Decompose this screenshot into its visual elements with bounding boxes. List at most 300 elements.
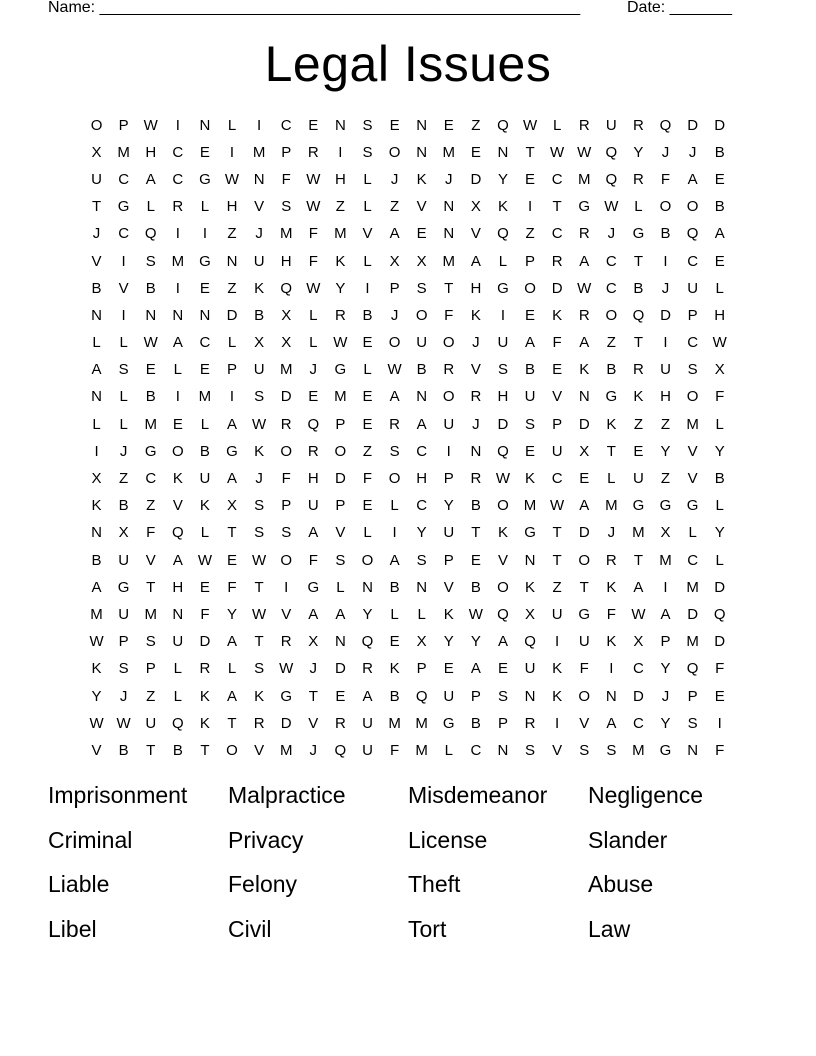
grid-letter: S — [335, 551, 346, 569]
grid-letter: I — [500, 306, 506, 324]
grid-letter: N — [145, 306, 157, 324]
grid-letter: I — [609, 660, 614, 678]
grid-letter: B — [91, 551, 102, 569]
grid-letter: R — [578, 225, 590, 243]
grid-letter: E — [199, 361, 210, 379]
grid-letter: M — [415, 714, 428, 732]
grid-letter: C — [416, 442, 428, 460]
grid-letter: R — [307, 442, 319, 460]
grid-letter: F — [606, 605, 616, 623]
grid-letter: R — [362, 660, 373, 678]
grid-letter: O — [578, 551, 591, 569]
grid-letter: L — [417, 605, 426, 623]
grid-letter: N — [416, 388, 428, 406]
grid-letter: A — [633, 578, 644, 596]
grid-letter: H — [280, 252, 292, 270]
grid-letter: I — [121, 306, 126, 324]
grid-letter: V — [552, 388, 563, 406]
grid-letter: W — [522, 116, 538, 134]
grid-row — [83, 411, 733, 438]
grid-letter: T — [91, 198, 102, 216]
grid-letter: C — [199, 334, 211, 352]
grid-letter: J — [119, 442, 128, 460]
grid-row — [83, 302, 733, 329]
grid-letter: I — [202, 225, 207, 243]
grid-letter: V — [118, 279, 129, 297]
grid-letter: T — [146, 741, 156, 759]
grid-letter: Q — [686, 225, 699, 243]
word-bank-item: Law — [588, 915, 631, 942]
grid-letter: A — [579, 334, 590, 352]
grid-letter: L — [173, 687, 182, 705]
grid-letter: X — [91, 143, 102, 161]
grid-letter: Z — [660, 470, 671, 488]
grid-letter: X — [714, 361, 725, 379]
grid-letter: E — [362, 497, 373, 515]
grid-letter: X — [308, 633, 319, 651]
grid-letter: F — [281, 170, 291, 188]
grid-letter: D — [334, 470, 346, 488]
grid-letter: K — [606, 578, 617, 596]
grid-letter: F — [715, 741, 725, 759]
grid-letter: K — [497, 198, 508, 216]
grid-letter: G — [117, 198, 130, 216]
grid-letter: I — [175, 388, 180, 406]
grid-letter: H — [416, 470, 428, 488]
grid-letter: K — [199, 714, 210, 732]
grid-letter: M — [632, 741, 645, 759]
grid-row — [83, 438, 733, 465]
grid-letter: S — [497, 687, 508, 705]
grid-letter: L — [715, 415, 724, 433]
word-bank-item: Malpractice — [228, 782, 346, 808]
grid-letter: A — [525, 334, 536, 352]
grid-row — [83, 221, 733, 248]
grid-letter: B — [145, 388, 156, 406]
grid-letter: N — [416, 578, 428, 596]
grid-row — [83, 275, 733, 302]
grid-letter: F — [308, 252, 318, 270]
grid-letter: Q — [497, 442, 509, 460]
grid-letter: H — [226, 198, 238, 216]
grid-letter: M — [252, 143, 266, 161]
grid-row — [83, 574, 733, 601]
grid-letter: E — [227, 551, 238, 569]
grid-letter: G — [280, 687, 293, 705]
grid-letter: G — [226, 442, 238, 460]
grid-letter: A — [579, 252, 590, 270]
grid-row — [83, 601, 733, 628]
grid-letter: Q — [632, 306, 645, 324]
grid-letter: M — [577, 170, 591, 188]
grid-letter: O — [686, 198, 699, 216]
grid-letter: L — [119, 415, 128, 433]
word-bank-item: Felony — [228, 871, 298, 897]
grid-letter: W — [143, 116, 158, 134]
grid-letter: D — [714, 116, 726, 134]
grid-letter: A — [335, 605, 346, 623]
grid-letter: H — [497, 388, 509, 406]
grid-letter: K — [254, 442, 265, 460]
grid-letter: G — [199, 252, 211, 270]
grid-letter: H — [172, 578, 184, 596]
grid-letter: U — [551, 442, 563, 460]
grid-letter: D — [578, 415, 590, 433]
grid-letter: T — [579, 578, 589, 596]
grid-letter: V — [172, 497, 183, 515]
grid-letter: F — [715, 388, 725, 406]
grid-letter: H — [470, 279, 482, 297]
grid-letter: E — [443, 660, 454, 678]
grid-letter: R — [307, 143, 319, 161]
grid-letter: L — [715, 497, 724, 515]
grid-letter: Z — [633, 415, 643, 433]
grid-letter: M — [388, 714, 401, 732]
grid-letter: C — [605, 252, 617, 270]
grid-letter: M — [117, 143, 130, 161]
grid-letter: V — [254, 198, 265, 216]
word-bank-item: Tort — [408, 915, 447, 942]
grid-letter: D — [714, 633, 726, 651]
grid-letter: E — [308, 388, 319, 406]
grid-letter: P — [416, 660, 427, 678]
grid-letter: X — [416, 633, 427, 651]
grid-letter: W — [143, 334, 158, 352]
grid-letter: S — [525, 415, 536, 433]
grid-letter: O — [497, 578, 509, 596]
grid-letter: E — [199, 143, 210, 161]
grid-letter: L — [173, 660, 182, 678]
grid-letter: C — [605, 279, 617, 297]
grid-letter: S — [281, 198, 292, 216]
grid-letter: I — [527, 198, 533, 216]
grid-letter: N — [687, 741, 699, 759]
grid-letter: L — [715, 551, 724, 569]
letter-grid — [83, 112, 733, 765]
grid-letter: A — [389, 225, 400, 243]
word-bank-item: Slander — [588, 826, 668, 853]
grid-letter: J — [309, 741, 318, 759]
grid-letter: E — [579, 470, 590, 488]
grid-letter: M — [686, 633, 699, 651]
grid-letter: L — [607, 470, 616, 488]
grid-letter: E — [416, 225, 427, 243]
grid-letter: E — [714, 687, 725, 705]
grid-letter: P — [281, 497, 292, 515]
word-bank-item: Privacy — [228, 826, 304, 853]
grid-letter: P — [118, 116, 129, 134]
grid-letter: F — [281, 470, 291, 488]
grid-letter: Q — [280, 279, 293, 297]
grid-letter: E — [199, 279, 210, 297]
grid-letter: O — [388, 143, 401, 161]
grid-letter: F — [227, 578, 237, 596]
grid-letter: B — [714, 198, 725, 216]
grid-letter: Y — [443, 497, 454, 515]
grid-letter: R — [334, 714, 346, 732]
grid-letter: X — [281, 334, 292, 352]
grid-letter: M — [279, 741, 293, 759]
grid-letter: R — [280, 633, 292, 651]
grid-letter: K — [552, 687, 563, 705]
grid-letter: N — [253, 170, 265, 188]
grid-letter: U — [443, 524, 455, 542]
grid-letter: U — [307, 497, 319, 515]
grid-letter: C — [145, 470, 157, 488]
grid-letter: V — [416, 198, 427, 216]
grid-letter: O — [415, 306, 428, 324]
grid-letter: R — [633, 170, 644, 188]
grid-letter: D — [226, 306, 238, 324]
grid-letter: B — [633, 279, 644, 297]
grid-letter: O — [226, 741, 238, 759]
grid-letter: R — [633, 116, 644, 134]
grid-letter: K — [633, 388, 644, 406]
grid-letter: N — [226, 252, 238, 270]
grid-letter: H — [334, 170, 346, 188]
grid-letter: I — [663, 252, 668, 270]
grid-letter: T — [227, 524, 237, 542]
grid-letter: L — [715, 279, 724, 297]
grid-row — [83, 629, 733, 656]
grid-letter: A — [227, 633, 238, 651]
grid-letter: H — [145, 143, 157, 161]
grid-letter: R — [605, 551, 617, 569]
grid-letter: Q — [713, 605, 726, 623]
grid-letter: A — [91, 578, 102, 596]
grid-letter: Z — [335, 198, 345, 216]
grid-letter: S — [254, 388, 265, 406]
grid-letter: Q — [171, 714, 184, 732]
grid-letter: W — [577, 279, 592, 297]
grid-letter: T — [633, 252, 643, 270]
grid-letter: Y — [362, 605, 373, 623]
grid-letter: M — [144, 415, 157, 433]
grid-letter: N — [578, 388, 590, 406]
grid-letter: U — [91, 170, 102, 188]
grid-letter: H — [660, 388, 671, 406]
grid-letter: P — [281, 143, 292, 161]
grid-letter: G — [442, 714, 455, 732]
grid-letter: P — [497, 714, 508, 732]
grid-letter: S — [687, 714, 698, 732]
grid-letter: T — [552, 524, 562, 542]
grid-letter: L — [309, 306, 318, 324]
grid-letter: W — [252, 415, 267, 433]
grid-letter: P — [470, 687, 481, 705]
grid-letter: Q — [361, 633, 374, 651]
grid-letter: D — [199, 633, 211, 651]
grid-letter: F — [200, 605, 210, 623]
grid-letter: F — [308, 551, 318, 569]
grid-letter: W — [577, 143, 592, 161]
grid-letter: Q — [144, 225, 157, 243]
grid-letter: L — [173, 361, 182, 379]
grid-letter: I — [446, 442, 451, 460]
grid-row — [83, 656, 733, 683]
grid-letter: Q — [605, 170, 618, 188]
grid-letter: E — [335, 687, 346, 705]
grid-letter: S — [254, 660, 265, 678]
grid-letter: C — [633, 660, 644, 678]
grid-letter: K — [525, 470, 536, 488]
grid-letter: A — [714, 225, 725, 243]
grid-letter: L — [146, 198, 155, 216]
grid-letter: N — [497, 741, 509, 759]
grid-letter: S — [525, 741, 536, 759]
grid-letter: N — [91, 306, 102, 324]
grid-letter: R — [253, 714, 265, 732]
grid-letter: Q — [334, 741, 347, 759]
grid-letter: L — [363, 198, 372, 216]
grid-letter: E — [308, 116, 319, 134]
grid-letter: U — [118, 605, 130, 623]
grid-letter: C — [118, 170, 130, 188]
grid-letter: I — [663, 578, 668, 596]
grid-letter: V — [497, 551, 508, 569]
grid-letter: R — [470, 388, 482, 406]
grid-letter: I — [284, 578, 289, 596]
grid-letter: B — [714, 143, 725, 161]
grid-letter: E — [362, 334, 373, 352]
grid-letter: J — [92, 225, 101, 243]
word-bank-item: Negligence — [588, 782, 704, 808]
grid-letter: C — [470, 741, 482, 759]
grid-letter: G — [497, 279, 509, 297]
grid-letter: K — [606, 633, 617, 651]
grid-letter: P — [145, 660, 156, 678]
grid-letter: R — [199, 660, 211, 678]
grid-letter: F — [444, 306, 454, 324]
grid-letter: O — [280, 442, 293, 460]
grid-letter: D — [280, 388, 292, 406]
grid-letter: P — [227, 361, 238, 379]
grid-letter: L — [390, 605, 399, 623]
grid-letter: J — [255, 225, 263, 243]
grid-letter: T — [471, 524, 481, 542]
grid-letter: L — [119, 388, 128, 406]
grid-letter: B — [660, 225, 671, 243]
grid-letter: T — [227, 714, 237, 732]
grid-letter: U — [253, 361, 265, 379]
grid-letter: A — [227, 470, 238, 488]
grid-letter: Z — [552, 578, 562, 596]
grid-letter: C — [551, 170, 563, 188]
grid-letter: I — [175, 279, 180, 297]
grid-letter: B — [254, 306, 265, 324]
grid-letter: N — [199, 116, 211, 134]
grid-letter: R — [443, 361, 455, 379]
grid-letter: W — [116, 714, 131, 732]
grid-letter: K — [389, 660, 400, 678]
grid-letter: C — [280, 116, 292, 134]
grid-letter: V — [687, 442, 698, 460]
grid-letter: U — [443, 687, 455, 705]
grid-letter: X — [227, 497, 238, 515]
grid-letter: A — [308, 524, 319, 542]
grid-letter: D — [470, 170, 482, 188]
grid-letter: W — [306, 170, 321, 188]
grid-letter: G — [659, 497, 672, 515]
grid-letter: H — [714, 306, 726, 324]
grid-letter: O — [388, 470, 401, 488]
grid-letter: A — [389, 551, 400, 569]
grid-letter: I — [663, 334, 668, 352]
grid-letter: A — [227, 415, 238, 433]
grid-letter: V — [91, 252, 102, 270]
grid-letter: L — [498, 252, 508, 270]
grid-letter: U — [145, 714, 157, 732]
grid-letter: R — [524, 714, 536, 732]
grid-letter: P — [687, 687, 698, 705]
grid-letter: M — [632, 524, 645, 542]
grid-letter: V — [281, 605, 292, 623]
grid-letter: W — [712, 334, 727, 352]
grid-letter: M — [659, 551, 672, 569]
grid-letter: T — [308, 687, 318, 705]
grid-letter: Q — [497, 116, 509, 134]
grid-letter: P — [660, 633, 671, 651]
grid-letter: C — [551, 470, 563, 488]
grid-letter: S — [497, 361, 508, 379]
grid-letter: Q — [524, 633, 536, 651]
grid-letter: N — [497, 143, 509, 161]
grid-letter: U — [416, 334, 428, 352]
grid-letter: B — [470, 714, 481, 732]
grid-letter: V — [687, 470, 698, 488]
grid-letter: B — [714, 470, 725, 488]
grid-letter: Q — [497, 225, 509, 243]
grid-letter: D — [687, 116, 699, 134]
grid-letter: G — [144, 442, 157, 460]
grid-letter: Q — [605, 143, 618, 161]
grid-letter: W — [89, 714, 104, 732]
grid-letter: L — [390, 497, 399, 515]
grid-letter: M — [523, 497, 537, 515]
grid-letter: S — [145, 633, 156, 651]
grid-letter: G — [578, 198, 591, 216]
grid-letter: P — [118, 633, 129, 651]
word-bank — [48, 780, 768, 944]
grid-letter: Q — [307, 415, 320, 433]
grid-letter: L — [119, 334, 128, 352]
grid-row — [83, 493, 733, 520]
grid-letter: P — [443, 551, 454, 569]
grid-letter: W — [631, 605, 646, 623]
grid-letter: M — [90, 605, 103, 623]
grid-letter: W — [224, 170, 240, 188]
grid-letter: M — [198, 388, 212, 406]
grid-letter: Y — [335, 279, 346, 297]
grid-row — [83, 520, 733, 547]
grid-letter: G — [605, 388, 618, 406]
grid-letter: U — [605, 116, 617, 134]
grid-letter: G — [632, 497, 645, 515]
grid-letter: U — [524, 388, 536, 406]
grid-row — [83, 330, 733, 357]
grid-letter: B — [525, 361, 536, 379]
grid-letter: E — [389, 633, 400, 651]
grid-letter: B — [470, 497, 481, 515]
grid-letter: O — [659, 198, 672, 216]
grid-letter: E — [633, 442, 644, 460]
grid-letter: N — [362, 578, 373, 596]
grid-letter: M — [279, 361, 293, 379]
word-bank-item: Imprisonment — [48, 782, 188, 808]
grid-letter: J — [390, 306, 399, 324]
grid-letter: O — [442, 334, 455, 352]
grid-letter: I — [94, 442, 99, 460]
